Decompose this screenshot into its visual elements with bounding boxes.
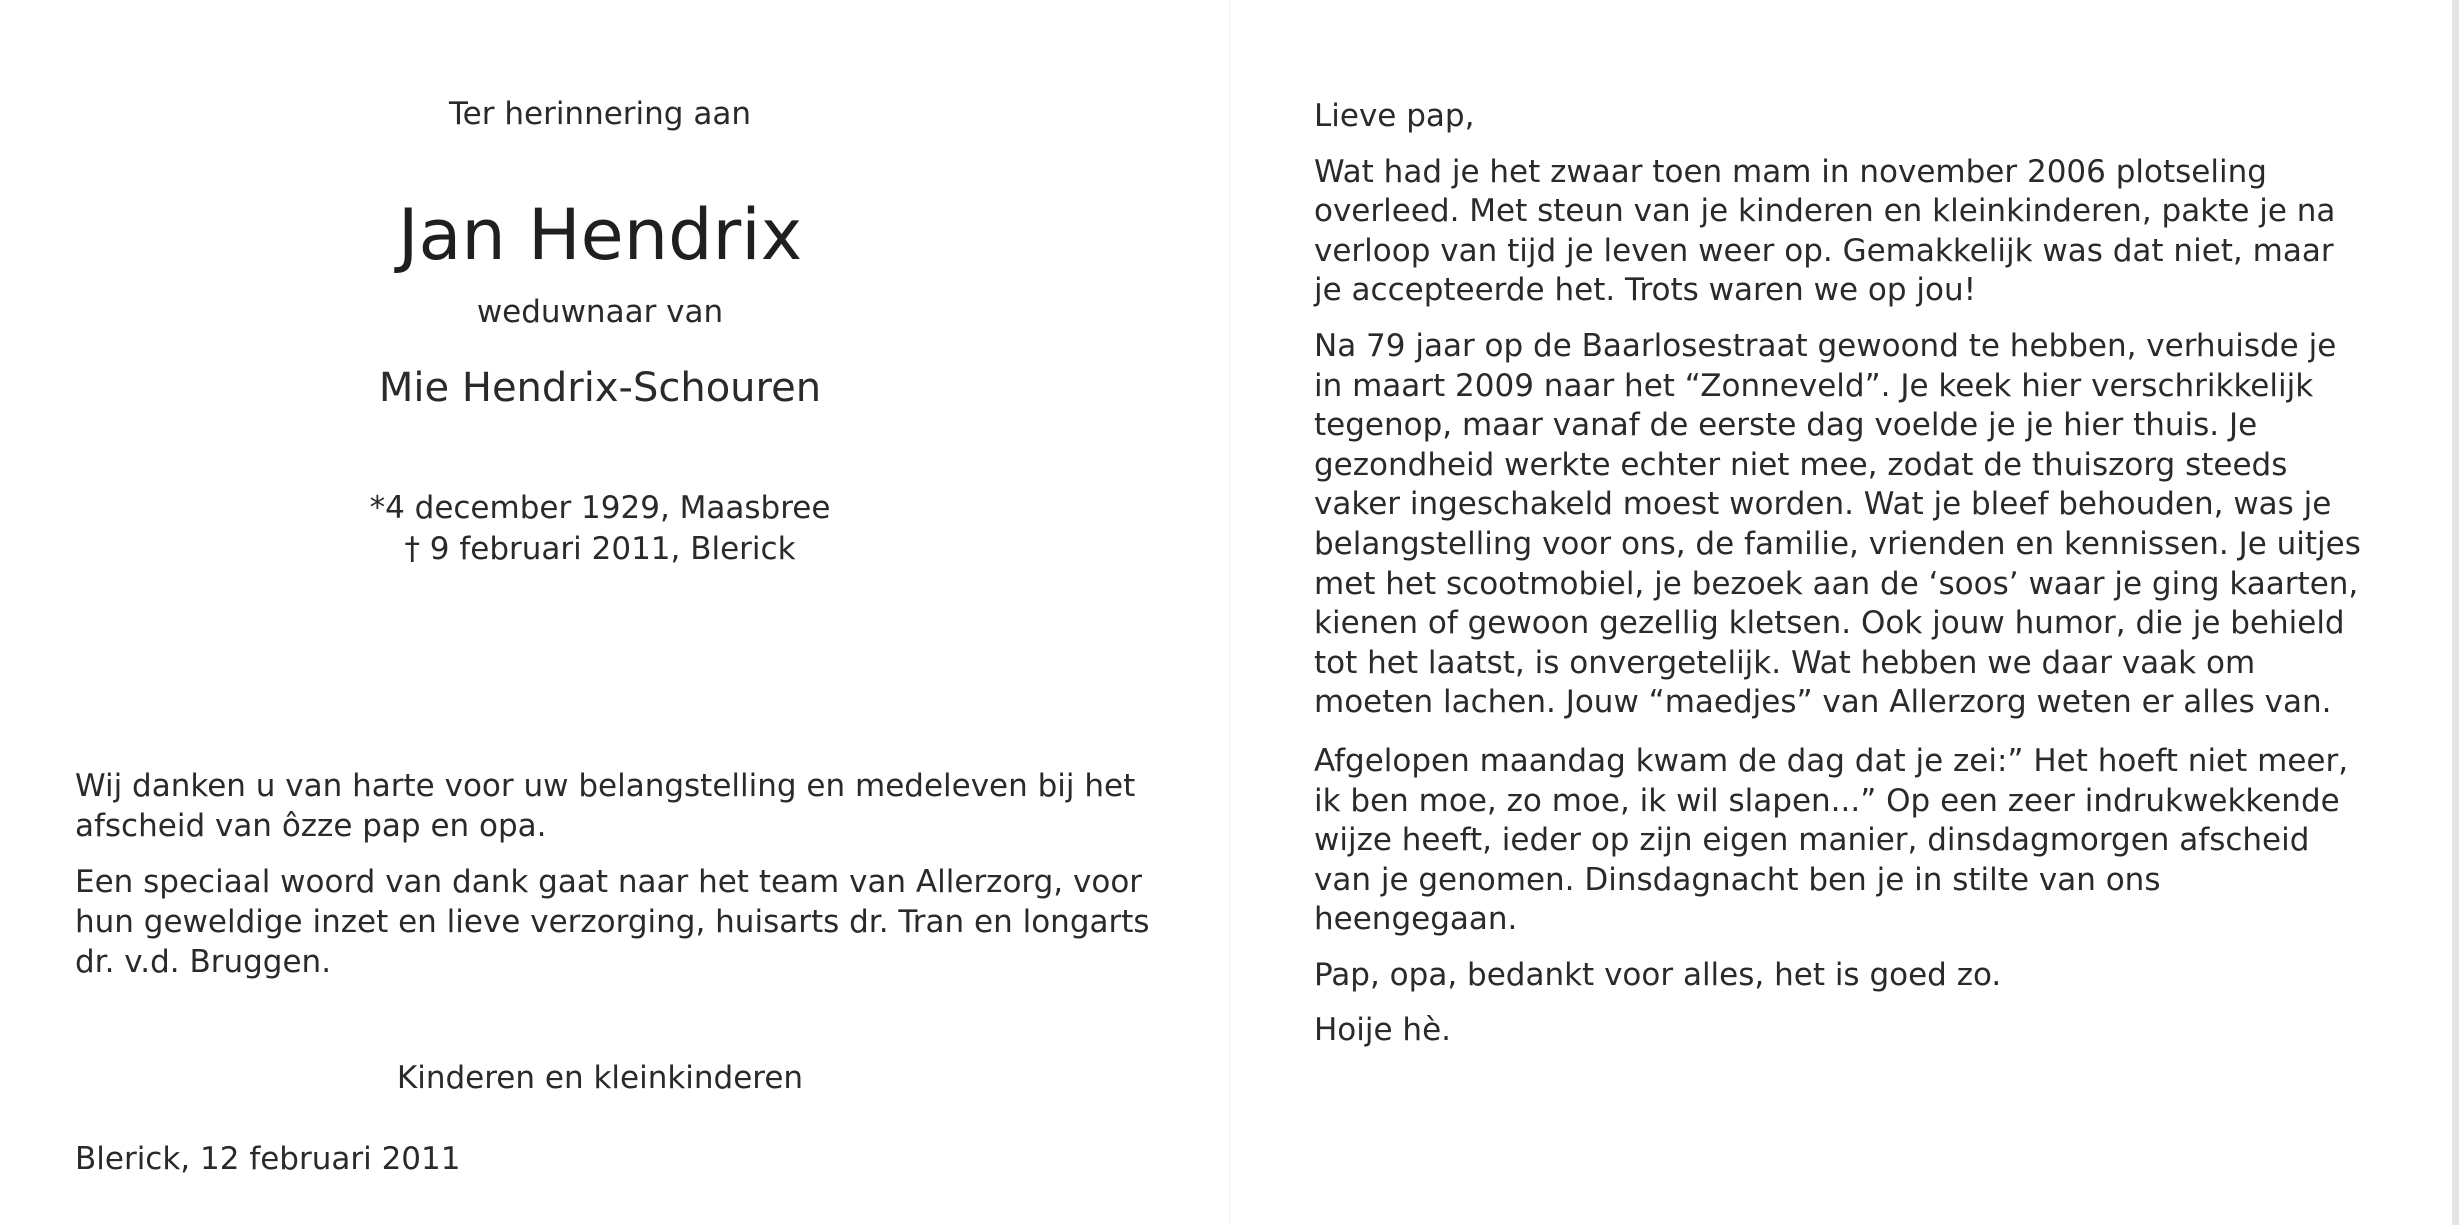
deceased-name: Jan Hendrix [397, 194, 803, 276]
signoff: Kinderen en kleinkinderen [396, 1060, 804, 1096]
letter-paragraph: Afgelopen maandag kwam de dag dat je zei:” Het hoeft niet meer, ik ben moe, zo moe, ik wil slapen...” Op een zeer indrukwekkende wijze heeft, ieder op zijn eigen manier, dinsdagmorgen afscheid van je genomen. Dinsdagnacht ben je in stilte van ons heengegaan. [1314, 742, 2349, 938]
letter-paragraph: Na 79 jaar op de Baarlosestraat gewoond te hebben, verhuisde je in maart 2009 naar het “Zonneveld”. Je keek hier verschrikkelijk tegenop, maar vanaf de eerste dag voelde je je hier thuis. Je gezondheid werkte echter niet mee, zodat de thuiszorg steeds vaker ingeschakeld moest worden. Wat je bleef behouden, was je belangstelling voor ons, de familie, vrienden en kennissen. Je uitjes met het scootmobiel, je bezoek aan de ‘soos’ waar je ging kaarten, kienen of gewoon gezellig kletsen. Ook jouw humor, die je behield tot het laatst, is onvergetelijk. Wat hebben we daar vaak om moeten lachen. Jouw “maedjes” van Allerzorg weten er alles van. [1314, 327, 2361, 721]
letter [1314, 97, 2364, 1051]
letter-paragraph: Hoije hè. [1314, 1012, 1452, 1049]
left-panel [0, 0, 1229, 1225]
thanks-paragraph: Een speciaal woord van dank gaat naar het team van Allerzorg, voor hun geweldige inzet en lieve verzorging, huisarts dr. Tran en longarts dr. v.d. Bruggen. [75, 864, 1150, 980]
widow-of-text: weduwnaar van [476, 294, 724, 330]
intro-text: Ter herinnering aan [449, 96, 751, 132]
place-date: Blerick, 12 februari 2011 [75, 1141, 461, 1177]
birth-date: *4 december 1929, Maasbree [369, 490, 831, 526]
thanks-paragraph: Wij danken u van harte voor uw belangstelling en medeleven bij het afscheid van ôzze pap en opa. [75, 768, 1136, 844]
letter-paragraph: Wat had je het zwaar toen mam in november 2006 plotseling overleed. Met steun van je kinderen en kleinkinderen, pakte je na verloop van tijd je leven weer op. Gemakkelijk was dat niet, maar je accepteerde het. Trots waren we op jou! [1314, 153, 2336, 309]
spouse-name: Mie Hendrix-Schouren [378, 365, 822, 411]
scan-edge [2452, 0, 2459, 1225]
thanks-section [75, 766, 1175, 982]
letter-salutation: Lieve pap, [1314, 98, 1475, 134]
death-date: † 9 februari 2011, Blerick [404, 531, 796, 567]
letter-paragraph: Pap, opa, bedankt voor alles, het is goed zo. [1314, 956, 2002, 993]
